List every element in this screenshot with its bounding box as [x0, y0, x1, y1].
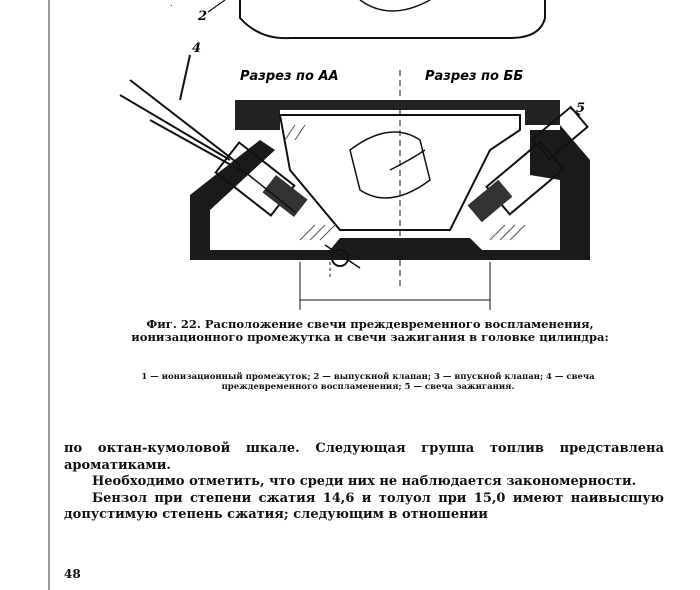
- paragraph-1: по октан-кумоловой шкале. Следующая группа топлив представлена ароматиками.: [64, 441, 664, 473]
- paragraph-2: Необходимо отметить, что среди них не наблюдается закономерности.: [92, 474, 637, 489]
- callout-2: 2: [198, 9, 208, 24]
- page-left-rule: [48, 0, 50, 590]
- inner-curve: [390, 150, 425, 170]
- callout-5: 5: [576, 101, 586, 116]
- plug-wires: [120, 55, 240, 170]
- section-b-label: Разрез по ББ: [425, 69, 524, 84]
- page-number: 48: [64, 567, 81, 581]
- head-lower-body: [190, 125, 590, 260]
- inner-cavity: [350, 132, 430, 198]
- cylinder-head-figure: [90, 0, 660, 320]
- callout-2-leader: [208, 0, 225, 12]
- body-text: [64, 441, 664, 524]
- valve-outline: [240, 0, 545, 38]
- dot-mark: .: [170, 0, 173, 8]
- callout-4: 4: [192, 41, 202, 56]
- figure-legend: 1 — ионизационный промежуток; 2 — выпускной клапан; 3 — впускной клапан; 4 — свеча преждевременного воспламенения; 5 — свеча зажигания.: [141, 372, 595, 392]
- hatching: [285, 125, 525, 240]
- section-a-label: Разрез по АА: [240, 69, 339, 84]
- cylinder-head-drawing: [90, 0, 660, 320]
- valve-stem-outline: [360, 0, 430, 11]
- figure-caption: Фиг. 22. Расположение свечи преждевременного воспламенения, ионизационного промежутка и свечи зажигания в головке цилиндра:: [131, 317, 609, 344]
- paragraph-3: Бензол при степени сжатия 14,6 и толуол при 15,0 имеют наивысшую допустимую степень сжатия; следующим в отношении: [64, 490, 664, 522]
